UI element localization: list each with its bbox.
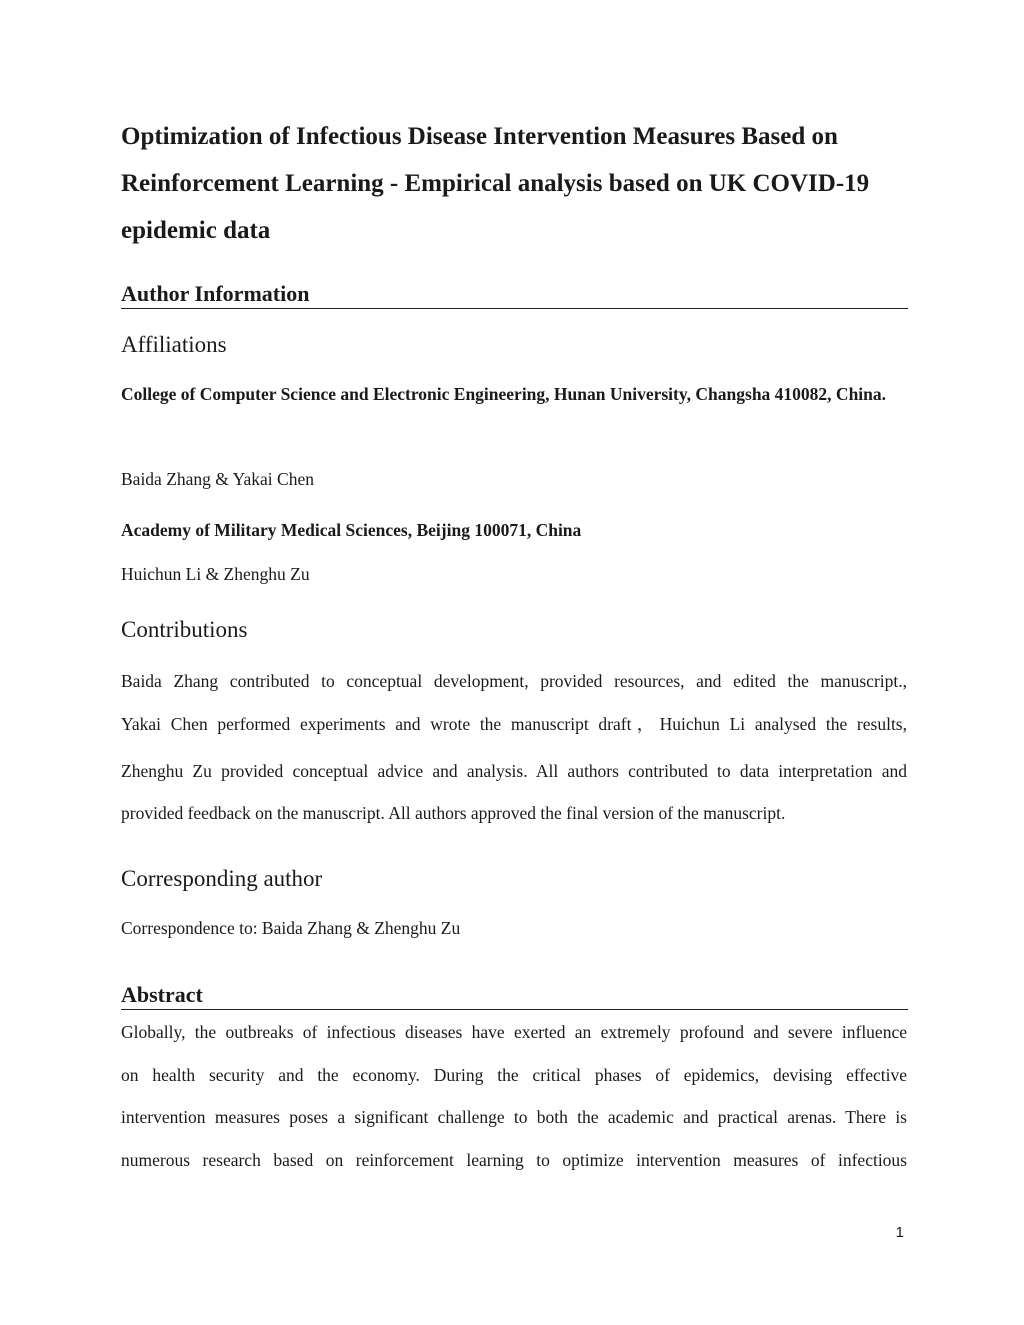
contributions-heading: Contributions [121, 617, 248, 642]
contributions-line: Zhenghu Zu provided conceptual advice and analysis. All authors contributed to data interpretation and [121, 761, 907, 781]
correspondence-text: Correspondence to: Baida Zhang & Zhenghu Zu [121, 918, 461, 938]
abstract-line: Globally, the outbreaks of infectious diseases have exerted an extremely profound and severe influence [121, 1022, 907, 1042]
contributions-line: Baida Zhang contributed to conceptual development, provided resources, and edited the manuscript., [121, 671, 907, 691]
abstract-line: on health security and the economy. During the critical phases of epidemics, devising effective [121, 1065, 907, 1085]
contributions-line: Yakai Chen performed experiments and wrote the manuscript draft，Huichun Li analysed the results, [121, 714, 907, 734]
affiliation-1: College of Computer Science and Electronic Engineering, Hunan University, Changsha 410082, China. [121, 384, 887, 404]
contributions-line: provided feedback on the manuscript. All authors approved the final version of the manuscript. [121, 803, 786, 823]
abstract-line: intervention measures poses a significant challenge to both the academic and practical arenas. There is [121, 1107, 907, 1127]
affiliation-1-authors: Baida Zhang & Yakai Chen [121, 469, 314, 489]
affiliation-2-authors: Huichun Li & Zhenghu Zu [121, 564, 310, 584]
paper-title: Optimization of Infectious Disease Intervention Measures Based on Reinforcement Learning - Empirical analysis based on UK COVID-19 epidemic data [121, 123, 870, 244]
affiliations-heading: Affiliations [121, 332, 227, 357]
corresponding-author-heading: Corresponding author [121, 866, 323, 891]
affiliation-2: Academy of Military Medical Sciences, Beijing 100071, China [121, 520, 582, 540]
abstract-heading: Abstract [121, 982, 908, 1010]
author-information-heading: Author Information [121, 281, 908, 309]
page-number: 1 [895, 1224, 904, 1241]
abstract-line: numerous research based on reinforcement learning to optimize intervention measures of infectious [121, 1150, 907, 1170]
